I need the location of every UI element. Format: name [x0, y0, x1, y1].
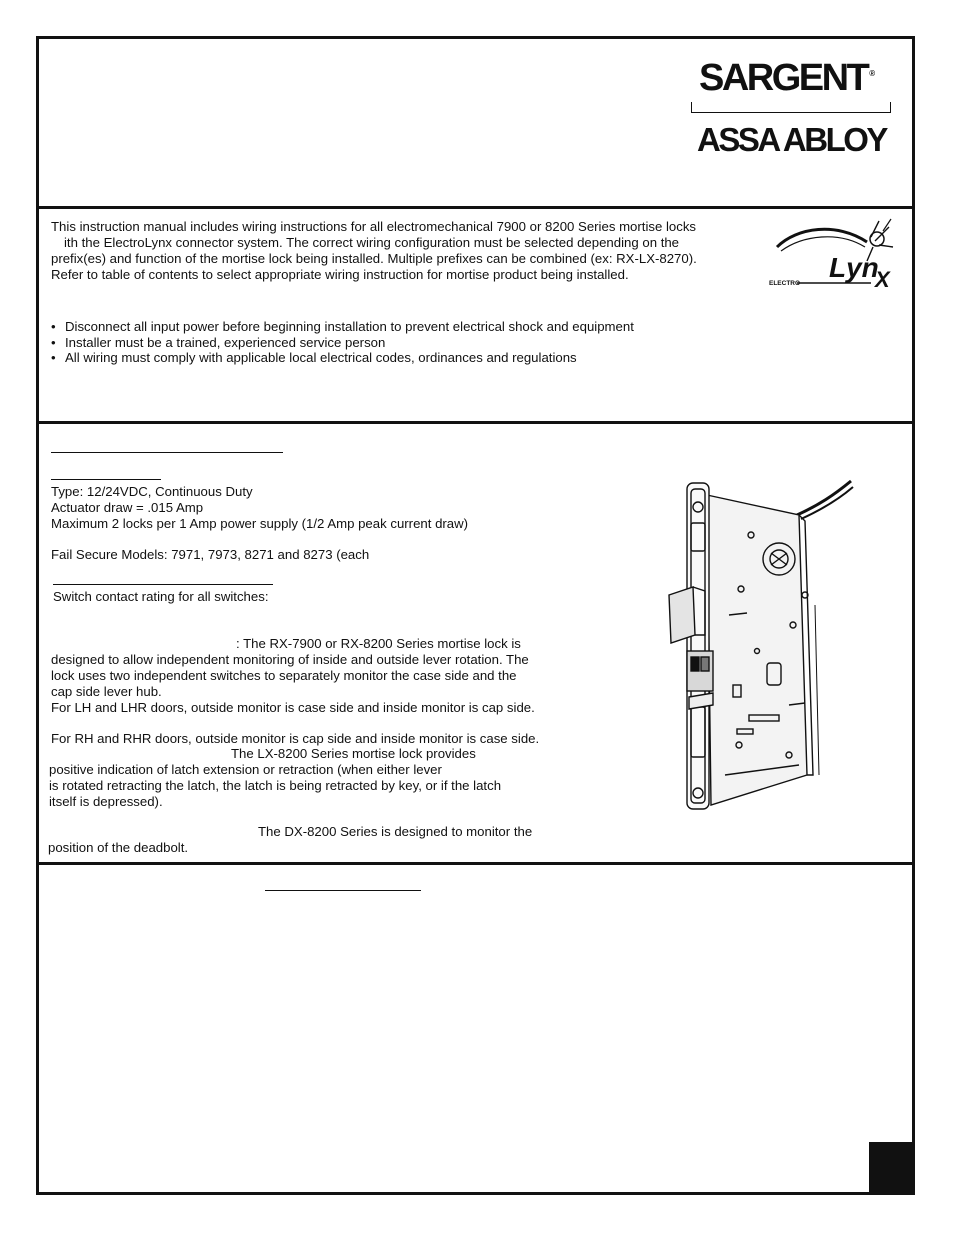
switch-rating-line: Switch contact rating for all switches:	[53, 589, 269, 604]
section-divider-2	[39, 421, 912, 424]
warning-item: • Installer must be a trained, experienced service person	[51, 335, 634, 351]
intro-line-2: ith the ElectroLynx connector system. The correct wiring configuration must be selected depending on the	[64, 235, 680, 250]
fail-secure-line: Fail Secure Models: 7971, 7973, 8271 and 8273 (each	[51, 547, 370, 562]
page-frame	[36, 36, 915, 1195]
contents-heading-underline	[265, 890, 421, 891]
assa-abloy-logo: ASSA ABLOY	[697, 121, 886, 158]
logo-divider	[691, 102, 891, 113]
logo-lyn-text: Lyn	[829, 252, 879, 283]
electrolynx-logo-icon	[767, 217, 897, 293]
intro-line-1: This instruction manual includes wiring instructions for all electromechanical 7900 or 8200 Series mortise locks	[51, 219, 697, 234]
section-divider-1	[39, 206, 912, 209]
warning-item: • Disconnect all input power before beginning installation to prevent electrical shock and equipment	[51, 319, 634, 335]
power-line-2: Actuator draw = .015 Amp	[51, 500, 204, 515]
dx-line-1: The DX-8200 Series is designed to monitor the	[258, 824, 533, 839]
subheading-underline	[51, 479, 161, 480]
lx-line-3: is rotated retracting the latch, the latch is being retracted by key, or if the latch	[49, 778, 502, 793]
section-divider-3	[39, 862, 912, 865]
sargent-logo: SARGENT ®	[699, 57, 876, 99]
dx-line-2: position of the deadbolt.	[48, 840, 189, 855]
intro-line-4: Refer to table of contents to select appropriate wiring instruction for mortise product being installed.	[51, 267, 629, 282]
page-number-tab	[869, 1142, 912, 1192]
rh-line: For RH and RHR doors, outside monitor is cap side and inside monitor is case side.	[51, 731, 540, 746]
lx-line-4: itself is depressed).	[49, 794, 163, 809]
warning-list	[51, 319, 634, 366]
switch-heading-underline	[53, 584, 273, 585]
rx-line-3: lock uses two independent switches to separately monitor the case side and the	[51, 668, 517, 683]
logo-electro-text: ELECTRO	[769, 280, 801, 287]
rx-line-5: For LH and LHR doors, outside monitor is case side and inside monitor is cap side.	[51, 700, 535, 715]
rx-line-2: designed to allow independent monitoring of inside and outside lever rotation. The	[51, 652, 529, 667]
logo-x-text: X	[875, 267, 890, 292]
warning-item: • All wiring must comply with applicable local electrical codes, ordinances and regulations	[51, 350, 634, 366]
intro-line-3: prefix(es) and function of the mortise lock being installed. Multiple prefixes can be combined (ex: RX-LX-8270).	[51, 251, 697, 266]
lx-line-2: positive indication of latch extension or retraction (when either lever	[49, 762, 442, 777]
heading-underline	[51, 452, 283, 453]
power-line-1: Type: 12/24VDC, Continuous Duty	[51, 484, 253, 499]
rx-line-4: cap side lever hub.	[51, 684, 162, 699]
lx-line-1: The LX-8200 Series mortise lock provides	[231, 746, 476, 761]
mortise-lock-illustration	[629, 475, 859, 820]
rx-line-1: : The RX-7900 or RX-8200 Series mortise lock is	[236, 636, 521, 651]
power-line-3: Maximum 2 locks per 1 Amp power supply (1/2 Amp peak current draw)	[51, 516, 469, 531]
